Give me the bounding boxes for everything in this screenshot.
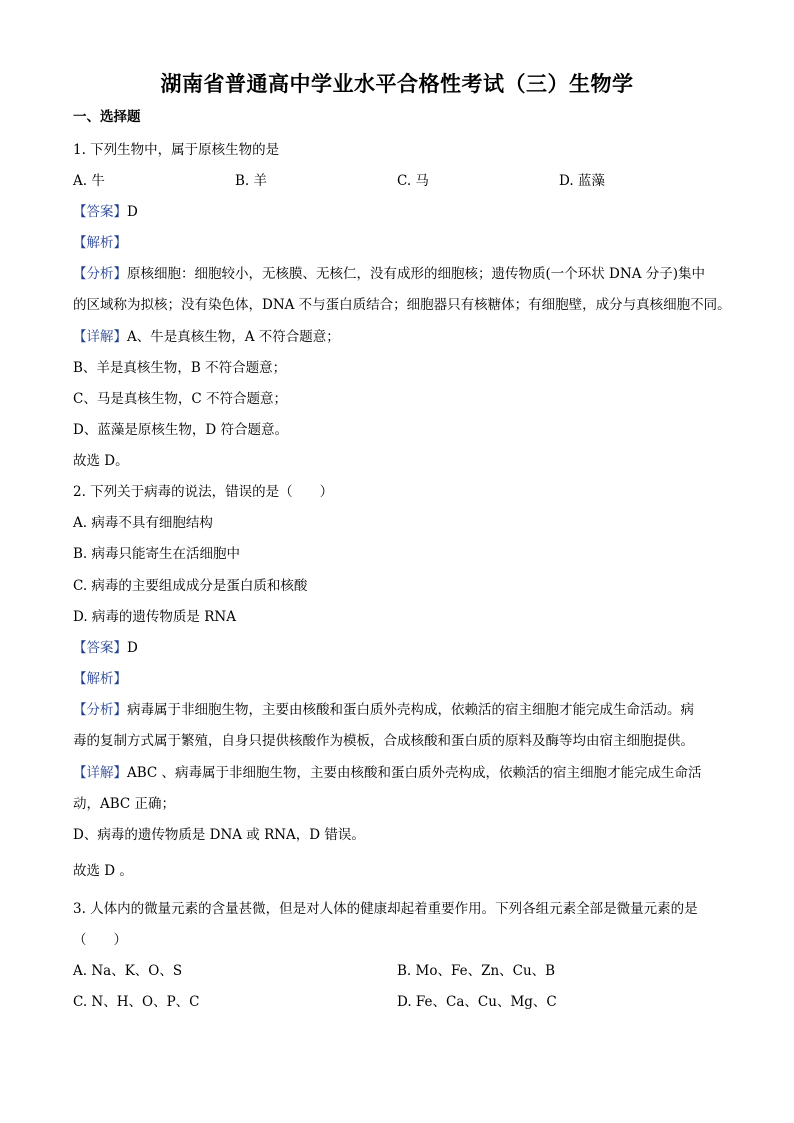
q2-conclusion: 故选 D 。 <box>73 863 133 879</box>
q2-detail-line-2: 动，ABC 正确； <box>73 796 176 812</box>
q1-fenxi-line-1 <box>73 264 705 284</box>
q1-option-b: B. 羊 <box>235 173 268 189</box>
detail-tag: 【详解】 <box>73 765 127 781</box>
section-heading: 一、选择题 <box>73 109 141 125</box>
answer-tag: 【答案】 <box>73 204 127 220</box>
detail-text: A、牛是真核生物，A 不符合题意； <box>127 329 340 345</box>
fenxi-tag: 【分析】 <box>73 702 127 718</box>
answer-value: D <box>127 204 138 220</box>
question-3-stem-line-2: （ ） <box>73 932 127 948</box>
q2-answer <box>73 638 138 658</box>
q2-fenxi-line-2: 毒的复制方式属于繁殖，自身只提供核酸作为模板，合成核酸和蛋白质的原料及酶等均由宿主细胞提供。 <box>73 733 694 749</box>
q2-option-b: B. 病毒只能寄生在活细胞中 <box>73 546 241 562</box>
q1-answer <box>73 202 138 222</box>
q2-option-c: C. 病毒的主要组成成分是蛋白质和核酸 <box>73 578 308 594</box>
q3-option-b: B. Mo、Fe、Zn、Cu、B <box>397 963 556 979</box>
q3-option-d: D. Fe、Ca、Cu、Mg、C <box>397 994 557 1010</box>
fenxi-text: 原核细胞：细胞较小，无核膜、无核仁，没有成形的细胞核；遗传物质(一个环状 DNA 分子)集中 <box>127 266 706 282</box>
answer-tag: 【答案】 <box>73 640 127 656</box>
q1-option-d: D. 蓝藻 <box>559 173 605 189</box>
q3-option-c: C. N、H、O、P、C <box>73 994 200 1010</box>
q1-detail-line-2: B、羊是真核生物，B 不符合题意； <box>73 360 287 376</box>
question-2-stem: 2. 下列关于病毒的说法，错误的是（ ） <box>73 484 334 500</box>
q2-detail-line-1 <box>73 763 702 783</box>
q1-analysis-tag: 【解析】 <box>73 235 127 251</box>
question-1-stem: 1. 下列生物中，属于原核生物的是 <box>73 142 280 158</box>
question-3-stem-line-1: 3. 人体内的微量元素的含量甚微，但是对人体的健康却起着重要作用。下列各组元素全部是微量元素的是 <box>73 901 698 917</box>
q1-detail-line-1 <box>73 327 340 347</box>
page-title: 湖南省普通高中学业水平合格性考试（三）生物学 <box>160 72 634 96</box>
fenxi-tag: 【分析】 <box>73 266 127 282</box>
q1-option-c: C. 马 <box>397 173 429 189</box>
q2-option-d: D. 病毒的遗传物质是 RNA <box>73 609 236 625</box>
fenxi-text: 病毒属于非细胞生物，主要由核酸和蛋白质外壳构成，依赖活的宿主细胞才能完成生命活动。病 <box>127 702 694 718</box>
q1-detail-line-4: D、蓝藻是原核生物，D 符合题意。 <box>73 422 288 438</box>
q2-analysis-tag: 【解析】 <box>73 671 127 687</box>
detail-tag: 【详解】 <box>73 329 127 345</box>
answer-value: D <box>127 640 138 656</box>
q3-option-a: A. Na、K、O、S <box>73 963 183 979</box>
q1-conclusion: 故选 D。 <box>73 453 129 469</box>
q2-fenxi-line-1 <box>73 700 694 720</box>
q2-detail-line-3: D、病毒的遗传物质是 DNA 或 RNA，D 错误。 <box>73 827 365 843</box>
q2-option-a: A. 病毒不具有细胞结构 <box>73 515 213 531</box>
q1-detail-line-3: C、马是真核生物，C 不符合题意； <box>73 391 287 407</box>
detail-text: ABC 、病毒属于非细胞生物，主要由核酸和蛋白质外壳构成，依赖活的宿主细胞才能完成生命活 <box>127 765 702 781</box>
q1-option-a: A. 牛 <box>73 173 105 189</box>
q1-fenxi-line-2: 的区域称为拟核；没有染色体，DNA 不与蛋白质结合；细胞器只有核糖体；有细胞壁，成分与真核细胞不同。 <box>73 297 731 313</box>
